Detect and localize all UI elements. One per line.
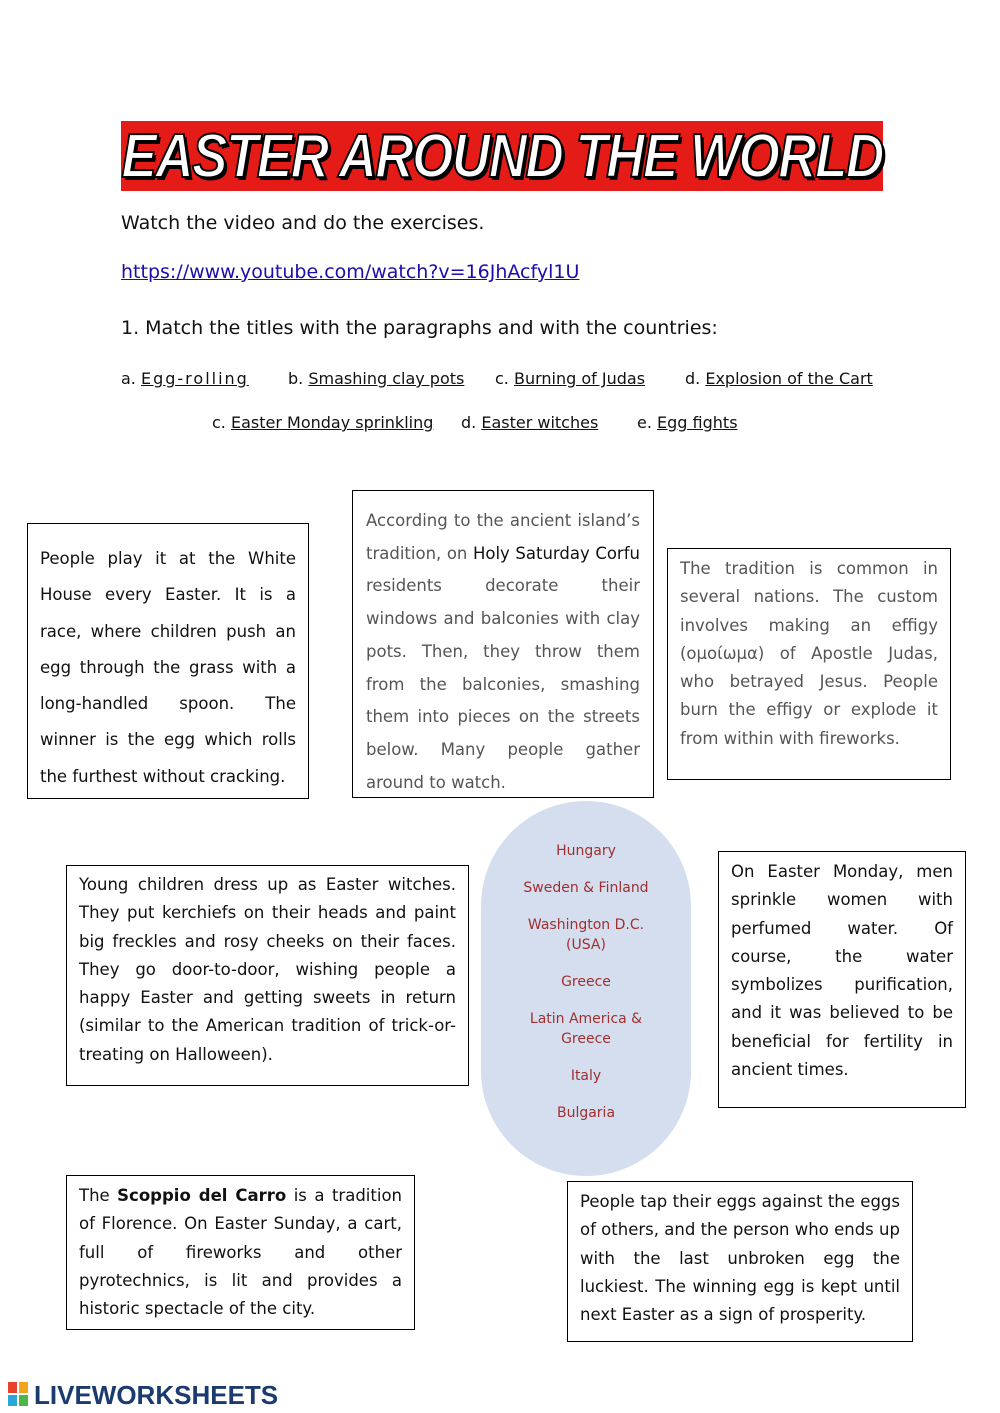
paragraph-text: The tradition is common in several nations. The custom involves making an effigy (ομοίωμα) of Apostle Judas, who betrayed Jesus. People burn the effigy or explode it from within with fireworks. — [680, 559, 938, 748]
option-d2 — [461, 413, 598, 432]
option-letter: e. — [637, 413, 652, 432]
option-e — [637, 413, 738, 432]
country-item[interactable]: Latin America & Greece — [529, 1011, 643, 1047]
option-c2 — [212, 413, 433, 432]
option-letter: a. — [121, 369, 136, 388]
option-letter: c. — [212, 413, 226, 432]
exercise-prompt: 1. Match the titles with the paragraphs and with the countries: — [121, 317, 718, 339]
logo-text: LIVEWORKSHEETS — [34, 1379, 279, 1410]
video-link[interactable]: https://www.youtube.com/watch?v=16JhAcfyl1U — [121, 261, 580, 283]
paragraph-judas — [667, 548, 951, 780]
paragraph-white-house — [27, 523, 309, 799]
paragraph-text: People tap their eggs against the eggs of others, and the person who ends up with the last unbroken egg the luckiest. The winning egg is kept until next Easter as a sign of prosperity. — [580, 1192, 900, 1325]
instructions: Watch the video and do the exercises. — [121, 212, 485, 234]
paragraph-carro — [66, 1175, 415, 1330]
liveworksheets-logo-icon — [8, 1382, 30, 1408]
option-letter: b. — [288, 369, 304, 388]
option-c — [495, 369, 645, 388]
paragraph-text — [79, 1182, 402, 1323]
option-letter: d. — [461, 413, 477, 432]
paragraph-text: On Easter Monday, men sprinkle women with perfumed water. Of course, the water symbolizes purification, and it was believed to be beneficial for fertility in ancient times. — [731, 862, 953, 1080]
paragraph-text-part: According to the ancient island’s tradition, on — [366, 511, 640, 563]
option-letter: d. — [685, 369, 701, 388]
option-a — [121, 369, 249, 388]
paragraph-sprinkling — [718, 851, 966, 1108]
option-d — [685, 369, 873, 388]
paragraph-egg-fights — [567, 1181, 913, 1342]
option-b — [288, 369, 464, 388]
paragraph-highlight: Scoppio del Carro — [117, 1186, 287, 1205]
option-title: Easter witches — [481, 413, 599, 432]
option-title: Burning of Judas — [513, 369, 646, 388]
country-item[interactable]: Greece — [561, 974, 611, 990]
paragraph-text: Young children dress up as Easter witches. They put kerchiefs on their heads and paint big freckles and rosy cheeks on their faces. They go door-to-door, wishing people a happy Easter and getting sweets in return (similar to the American tradition of trick-or-treating on Halloween). — [79, 875, 456, 1064]
option-title: Explosion of the Cart — [705, 369, 873, 388]
paragraph-corfu — [352, 490, 654, 798]
option-title: Easter Monday sprinkling — [230, 413, 434, 432]
paragraph-highlight: Holy Saturday Corfu — [472, 543, 640, 563]
paragraph-text: People play it at the White House every Easter. It is a race, where children push an egg through the grass with a long-handled spoon. The winner is the egg which rolls the furthest without cracking. — [40, 549, 296, 786]
option-title: Egg fights — [657, 413, 738, 432]
option-title: Smashing clay pots — [308, 369, 465, 388]
liveworksheets-logo — [8, 1380, 278, 1410]
option-letter: c. — [495, 369, 509, 388]
paragraph-text-part: residents decorate their windows and balconies with clay pots. Then, they throw them from the balconies, smashing them into pieces on the streets below. Many people gather around to watch. — [366, 576, 640, 792]
paragraph-text-part: is a tradition of Florence. On Easter Sunday, a cart, full of fireworks and other pyrotechnics, is lit and provides a historic spectacle of the city. — [79, 1186, 402, 1319]
paragraph-witches — [66, 865, 469, 1086]
paragraph-text-part: The — [79, 1186, 118, 1205]
page-title: EASTER AROUND THE WORLD — [121, 121, 883, 191]
country-item[interactable]: Hungary — [556, 843, 616, 859]
countries-oval — [481, 801, 691, 1176]
country-item[interactable]: Sweden & Finland — [523, 880, 649, 896]
country-item[interactable]: Washington D.C. (USA) — [527, 917, 645, 953]
title-banner — [121, 121, 883, 191]
country-item[interactable]: Italy — [570, 1068, 602, 1084]
option-title: Egg-rolling — [140, 369, 249, 388]
country-item[interactable]: Bulgaria — [556, 1105, 616, 1121]
paragraph-text — [366, 505, 640, 799]
